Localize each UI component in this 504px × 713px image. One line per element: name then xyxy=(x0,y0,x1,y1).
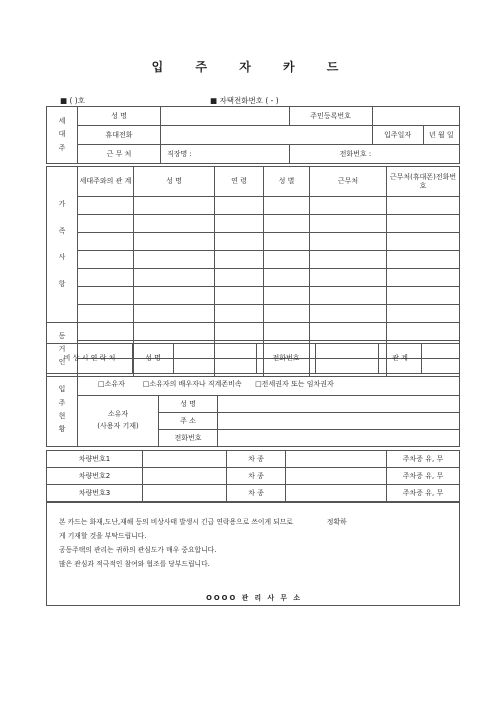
owner-phone-field[interactable] xyxy=(218,430,460,447)
family-cell[interactable] xyxy=(310,233,387,251)
workplace-field[interactable]: 직장명 : xyxy=(161,145,290,164)
family-cell[interactable] xyxy=(215,323,264,341)
family-cell[interactable] xyxy=(134,251,215,269)
notice-line: 본 카드는 화재,도난,재해 등의 비상사태 발생시 긴급 연락용으로 쓰이게 되므로 정확하 xyxy=(59,518,347,526)
residence-table xyxy=(46,373,460,447)
household-section-label: 세 대 주 xyxy=(47,107,78,164)
family-cell[interactable] xyxy=(387,269,460,287)
family-cell[interactable] xyxy=(215,305,264,323)
family-cell[interactable] xyxy=(310,197,387,215)
family-cell[interactable] xyxy=(78,233,134,251)
family-cell[interactable] xyxy=(215,251,264,269)
family-cell[interactable] xyxy=(78,269,134,287)
owner-label: 소유자 (사용자 기재) xyxy=(78,396,159,447)
family-cell[interactable] xyxy=(78,215,134,233)
family-cell[interactable] xyxy=(215,197,264,215)
vehicle-number-field[interactable] xyxy=(143,468,227,485)
family-cell[interactable] xyxy=(310,287,387,305)
notice-line: 게 기재할 것을 부탁드립니다. xyxy=(59,532,147,540)
notice-line: 많은 관심과 적극적인 참여와 협조를 당부드립니다. xyxy=(59,560,210,568)
parking-permit-field[interactable]: 주차증 유, 무 xyxy=(387,451,460,468)
vehicle-number-label: 차량번호1 xyxy=(47,451,143,468)
unit-number-line: ■ ( )호 xyxy=(60,96,85,105)
family-cell[interactable] xyxy=(78,323,134,341)
family-cell[interactable] xyxy=(387,251,460,269)
family-cell[interactable] xyxy=(264,269,310,287)
family-cell[interactable] xyxy=(310,323,387,341)
emergency-name-field[interactable] xyxy=(174,344,257,374)
home-phone-line: ■ 자택전화번호 ( - ) xyxy=(210,96,279,105)
vehicle-type-field[interactable] xyxy=(286,485,387,502)
family-cell[interactable] xyxy=(264,197,310,215)
family-cell[interactable] xyxy=(215,269,264,287)
work-label: 근 무 처 xyxy=(78,145,161,164)
workplace-header: 근무처 xyxy=(310,167,387,197)
family-cell[interactable] xyxy=(134,287,215,305)
vehicle-type-label: 차 종 xyxy=(227,451,286,468)
emergency-label: 비 상 시 연 락 처 xyxy=(47,344,133,374)
parking-permit-field[interactable]: 주차증 유, 무 xyxy=(387,468,460,485)
family-cell[interactable] xyxy=(134,233,215,251)
family-cell[interactable] xyxy=(310,305,387,323)
vehicle-type-label: 차 종 xyxy=(227,468,286,485)
family-cell[interactable] xyxy=(78,287,134,305)
cohabitant-section-label: 동 거 인 xyxy=(47,323,78,377)
family-cell[interactable] xyxy=(387,215,460,233)
family-cell[interactable] xyxy=(134,305,215,323)
owner-name-label: 성 명 xyxy=(159,396,218,413)
emergency-relation-label: 관 계 xyxy=(379,344,422,374)
family-cell[interactable] xyxy=(215,215,264,233)
vehicle-type-field[interactable] xyxy=(286,468,387,485)
gender-header: 성 별 xyxy=(264,167,310,197)
work-phone-header: 근무처(휴대폰)전화번호 xyxy=(387,167,460,197)
mobile-field[interactable] xyxy=(161,126,373,145)
emergency-name-label: 성 명 xyxy=(133,344,174,374)
family-cell[interactable] xyxy=(78,305,134,323)
family-cell[interactable] xyxy=(264,323,310,341)
family-cell[interactable] xyxy=(215,233,264,251)
vehicle-number-label: 차량번호2 xyxy=(47,468,143,485)
office-signature: OOOO 관 리 사 무 소 xyxy=(206,594,302,602)
family-cell[interactable] xyxy=(387,323,460,341)
family-cell[interactable] xyxy=(134,323,215,341)
name-label: 성 명 xyxy=(78,107,161,126)
rrn-label: 주민등록번호 xyxy=(289,107,372,126)
vehicle-number-label: 차량번호3 xyxy=(47,485,143,502)
vehicle-number-field[interactable] xyxy=(143,451,227,468)
family-cell[interactable] xyxy=(264,305,310,323)
owner-phone-label: 전화번호 xyxy=(159,430,218,447)
household-table xyxy=(46,106,460,164)
vehicle-number-field[interactable] xyxy=(143,485,227,502)
owner-name-field[interactable] xyxy=(218,396,460,413)
parking-permit-field[interactable]: 주차증 유, 무 xyxy=(387,485,460,502)
family-cell[interactable] xyxy=(387,197,460,215)
owner-address-field[interactable] xyxy=(218,413,460,430)
vehicle-table xyxy=(46,450,460,502)
work-phone-field[interactable]: 전화번호 : xyxy=(289,145,459,164)
vehicle-type-field[interactable] xyxy=(286,451,387,468)
name-field[interactable] xyxy=(161,107,290,126)
family-cell[interactable] xyxy=(387,233,460,251)
family-cell[interactable] xyxy=(264,251,310,269)
family-cell[interactable] xyxy=(310,251,387,269)
emergency-relation-field[interactable] xyxy=(422,344,460,374)
family-cell[interactable] xyxy=(134,215,215,233)
notice-line: 공동주택의 관리는 귀하의 관심도가 매우 중요합니다. xyxy=(59,546,217,554)
lease-holder-checkbox[interactable]: □전세권자 또는 임차권자 xyxy=(255,380,334,389)
family-cell[interactable] xyxy=(264,215,310,233)
page-title: 입 주 자 카 드 xyxy=(151,60,353,74)
movein-date-field[interactable]: 년 월 일 xyxy=(423,126,459,145)
residence-section-label: 입 주 현 황 xyxy=(47,374,78,447)
vehicle-type-label: 차 종 xyxy=(227,485,286,502)
notice-box xyxy=(46,502,460,606)
family-cell[interactable] xyxy=(134,269,215,287)
family-cell[interactable] xyxy=(310,215,387,233)
age-header: 연 령 xyxy=(215,167,264,197)
movein-label: 입주일자 xyxy=(372,126,423,145)
owner-address-label: 주 소 xyxy=(159,413,218,430)
family-cell[interactable] xyxy=(387,305,460,323)
rrn-field[interactable] xyxy=(372,107,459,126)
emergency-table xyxy=(46,343,460,374)
family-cell[interactable] xyxy=(215,287,264,305)
family-cell[interactable] xyxy=(387,287,460,305)
family-cell[interactable] xyxy=(78,251,134,269)
emergency-phone-label: 전화번호 xyxy=(257,344,316,374)
name-header: 성 명 xyxy=(134,167,215,197)
emergency-phone-field[interactable] xyxy=(316,344,379,374)
mobile-label: 휴대전화 xyxy=(78,126,161,145)
family-section-label: 가 족 사 항 xyxy=(47,167,78,323)
family-cell[interactable] xyxy=(264,287,310,305)
family-cell[interactable] xyxy=(310,269,387,287)
relation-header: 세대주와의 관 계 xyxy=(78,167,134,197)
owner-checkbox[interactable]: □소유자 xyxy=(98,380,125,389)
residence-options xyxy=(78,374,460,396)
family-cell[interactable] xyxy=(78,197,134,215)
owner-family-checkbox[interactable]: □소유자의 배우자나 직계존비속 xyxy=(142,380,242,389)
family-cell[interactable] xyxy=(134,197,215,215)
family-cell[interactable] xyxy=(264,233,310,251)
